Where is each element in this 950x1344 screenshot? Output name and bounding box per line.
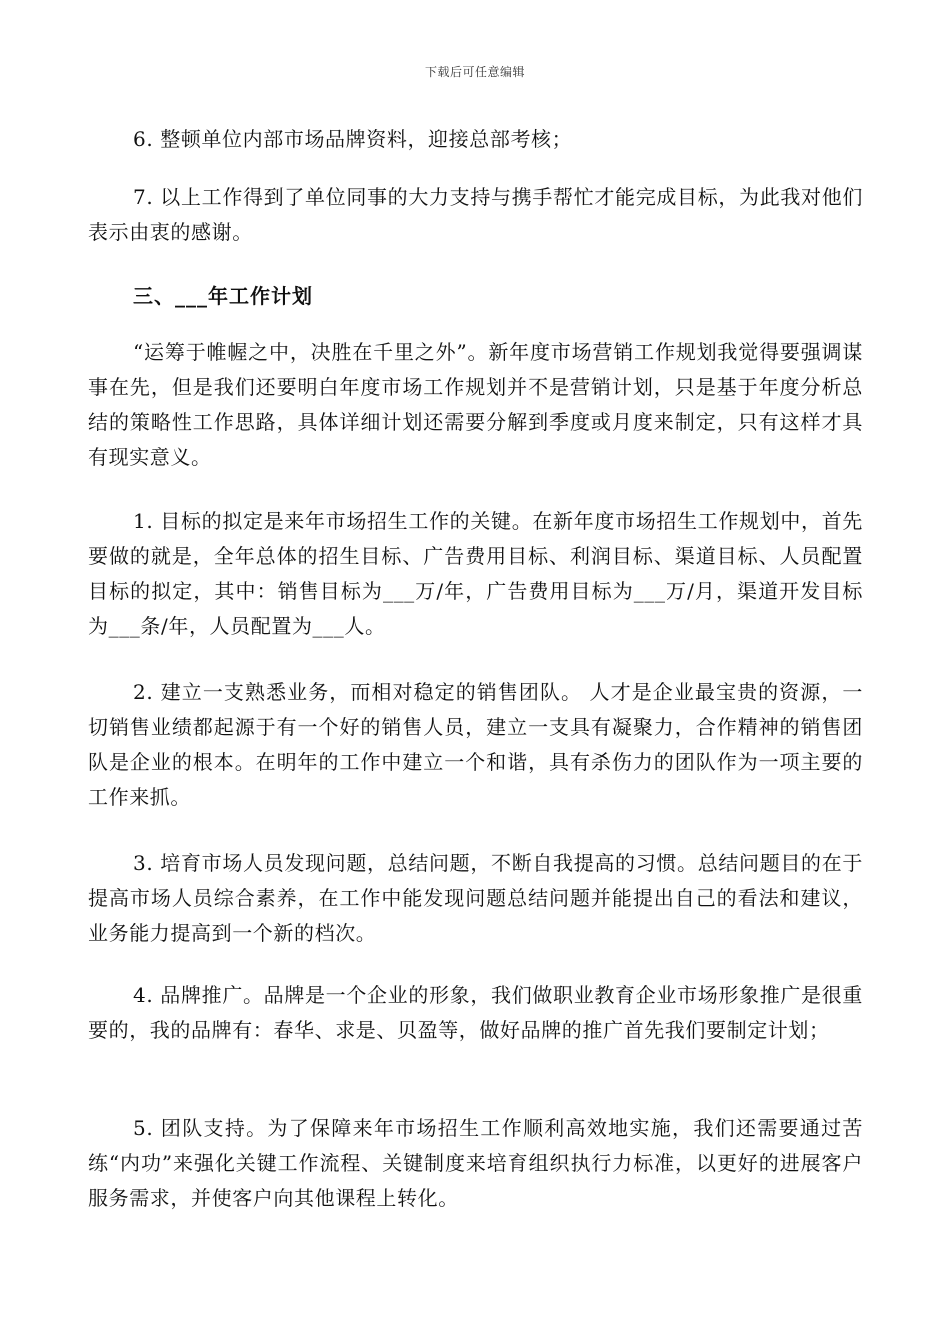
paragraph-plan-1: 1. 目标的拟定是来年市场招生工作的关键。在新年度市场招生工作规划中，首先要做的就是，全年总体的招生目标、广告费用目标、利润目标、渠道目标、人员配置目标的拟定，其中：销售目标为___万/年，广告费用目标为___万/月，渠道开发目标为___条/年，人员配置为___人。: [88, 509, 863, 638]
header-note: 下载后可任意编辑: [424, 65, 525, 79]
paragraph-item-7: 7. 以上工作得到了单位同事的大力支持与携手帮忙才能完成目标，为此我对他们表示由衷的感谢。: [88, 185, 863, 244]
section-heading: 三、___年工作计划: [133, 284, 313, 308]
paragraph-plan-5: 5. 团队支持。为了保障来年市场招生工作顺利高效地实施，我们还需要通过苦练“内功”来强化关键工作流程、关键制度来培育组织执行力标准，以更好的进展客户服务需求，并使客户向其他课程上转化。: [88, 1116, 863, 1210]
paragraph-item-6: 6. 整顿单位内部市场品牌资料，迎接总部考核；: [133, 127, 573, 151]
paragraph-intro: “运筹于帷幄之中，决胜在千里之外”。新年度市场营销工作规划我觉得要强调谋事在先，但是我们还要明白年度市场工作规划并不是营销计划，只是基于年度分析总结的策略性工作思路，具体详细计划还需要分解到季度或月度来制定，只有这样才具有现实意义。: [88, 340, 863, 469]
paragraph-plan-3: 3. 培育市场人员发现问题，总结问题，不断自我提高的习惯。总结问题目的在于提高市场人员综合素养，在工作中能发现问题总结问题并能提出自己的看法和建议，业务能力提高到一个新的档次。: [88, 851, 863, 945]
paragraph-plan-2: 2. 建立一支熟悉业务，而相对稳定的销售团队。 人才是企业最宝贵的资源，一切销售业绩都起源于有一个好的销售人员，建立一支具有凝聚力，合作精神的销售团队是企业的根本。在明年的工作中建立一个和谐，具有杀伤力的团队作为一项主要的工作来抓。: [88, 680, 863, 809]
paragraph-plan-4: 4. 品牌推广。品牌是一个企业的形象，我们做职业教育企业市场形象推广是很重要的，我的品牌有：春华、求是、贝盈等，做好品牌的推广首先我们要制定计划；: [88, 983, 863, 1042]
